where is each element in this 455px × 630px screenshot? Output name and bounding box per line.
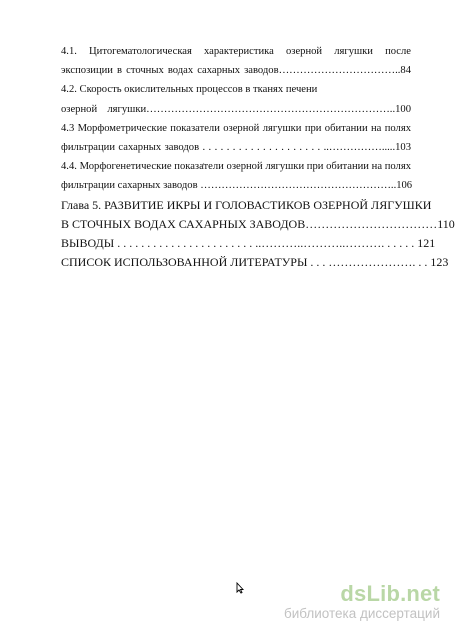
toc-line-chapter-5-cont: В СТОЧНЫХ ВОДАХ САХАРНЫХ ЗАВОДОВ……………………………110 xyxy=(61,216,455,231)
toc-line-4-3-cont: фильтрации сахарных заводов . . . . . . . . . . . . . . . . . . . . ..…………….....103 xyxy=(61,141,411,153)
toc-line-4-4: 4.4. Морфогенетические показатели озерной лягушки при обитании на полях xyxy=(61,161,411,173)
toc-line-4-1: 4.1. Цитогематологическая характеристика озерной лягушки после xyxy=(61,46,411,57)
toc-line-conclusions: ВЫВОДЫ . . . . . . . . . . . . . . . . . . . . . . . ..………..………..………. . . . . . 121 xyxy=(61,235,436,250)
watermark-logo: dsLib.net xyxy=(340,581,440,606)
toc-line-4-2-cont: озерной лягушки……………………………………………………………..100 xyxy=(61,103,411,115)
toc-line-4-4-cont: фильтрации сахарных заводов ………………………………………………..106 xyxy=(61,180,413,192)
toc-line-references: СПИСОК ИСПОЛЬЗОВАННОЙ ЛИТЕРАТУРЫ . . . …………………. . . 123 xyxy=(61,255,449,270)
scan-speck-icon xyxy=(200,162,206,168)
mouse-cursor-icon xyxy=(236,582,244,594)
toc-line-chapter-5: Глава 5. РАЗВИТИЕ ИКРЫ И ГОЛОВАСТИКОВ ОЗЕРНОЙ ЛЯГУШКИ xyxy=(61,197,432,212)
table-of-contents xyxy=(61,42,455,272)
watermark xyxy=(284,582,440,622)
watermark-subtitle: библиотека диссертаций xyxy=(283,606,440,621)
toc-line-4-2: 4.2. Скорость окислительных процессов в тканях печени xyxy=(61,84,318,96)
toc-line-4-3: 4.3 Морфометрические показатели озерной лягушки при обитании на полях xyxy=(61,122,411,134)
toc-line-4-1-cont: экспозиции в сточных водах сахарных заводов……………………………..84 xyxy=(61,65,411,77)
